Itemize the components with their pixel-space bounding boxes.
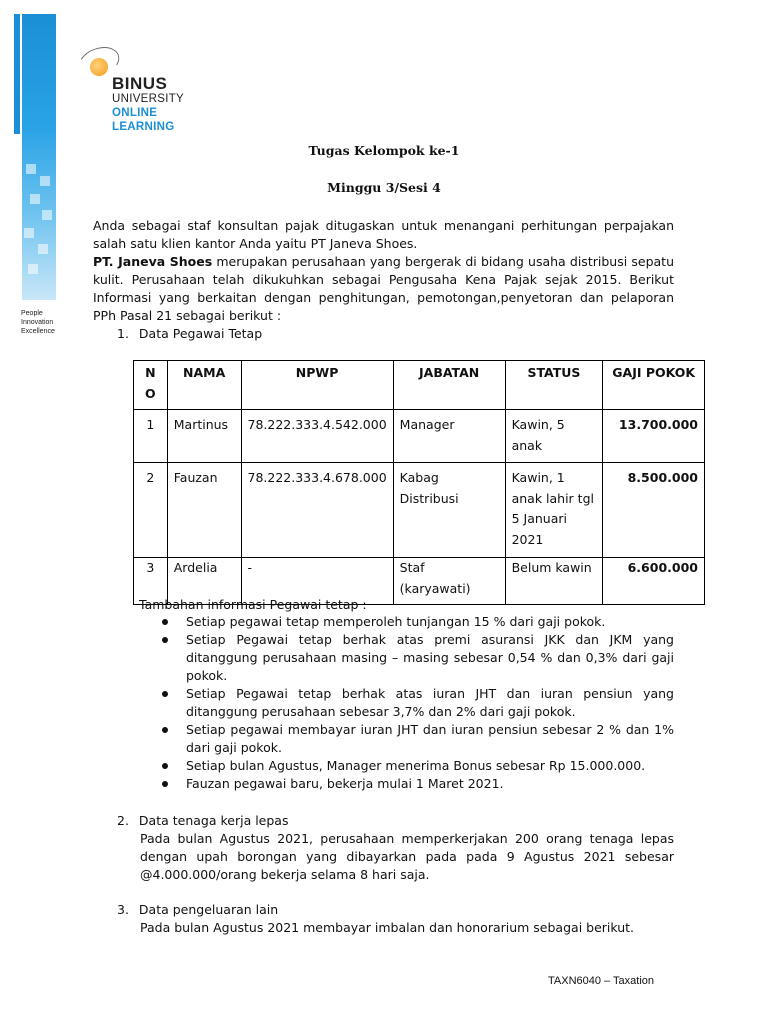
tagline-line: People <box>21 310 43 317</box>
section-3-text: Pada bulan Agustus 2021 membayar imbalan dan honorarium sebagai berikut. <box>140 920 635 935</box>
pixel-square <box>26 164 36 174</box>
list-item <box>162 631 674 685</box>
tagline-line: Innovation <box>21 319 54 326</box>
bullet-icon <box>162 619 168 625</box>
logo-text: LEARNING <box>112 121 175 133</box>
col-header-npwp: NPWP <box>241 361 393 410</box>
list-item <box>162 721 674 757</box>
table-header-row <box>134 361 705 410</box>
extra-info-title: Tambahan informasi Pegawai tetap : <box>139 597 367 612</box>
sidebar-stripe <box>14 14 20 134</box>
list-item-text: Setiap pegawai tetap memperoleh tunjangan 15 % dari gaji pokok. <box>186 614 606 629</box>
logo-sphere-icon <box>90 58 108 76</box>
section-title: Data tenaga kerja lepas <box>138 813 289 828</box>
list-item-text: Setiap bulan Agustus, Manager menerima Bonus sebesar Rp 15.000.000. <box>186 758 646 773</box>
cell-gaji: 6.600.000 <box>603 558 705 605</box>
cell-status: Belum kawin <box>505 558 603 605</box>
list-item <box>162 757 674 775</box>
document-subtitle: Minggu 3/Sesi 4 <box>327 180 441 195</box>
cell-status: Kawin, 1 anak lahir tgl 5 Januari 2021 <box>505 463 603 558</box>
col-header-nama: NAMA <box>167 361 241 410</box>
cell-gaji: 8.500.000 <box>603 463 705 558</box>
logo-text: ONLINE <box>112 107 158 119</box>
cell-nama: Ardelia <box>167 558 241 605</box>
cell-no: 3 <box>134 558 168 605</box>
section-2-text: Pada bulan Agustus 2021, perusahaan memperkerjakan 200 orang tenaga lepas dengan upah borongan yang dibayarkan pada pada 9 Agustus 2021 sebesar @4.000.000/orang bekerja selama 8 hari saja. <box>140 831 674 882</box>
list-item <box>162 613 674 631</box>
cell-jabatan: Kabag Distribusi <box>393 463 505 558</box>
col-header-gaji: GAJI POKOK <box>603 361 705 410</box>
bullet-icon <box>162 637 168 643</box>
pixel-square <box>28 264 38 274</box>
pixel-square <box>42 210 52 220</box>
list-item <box>162 685 674 721</box>
document-title: Tugas Kelompok ke-1 <box>308 143 460 158</box>
section-title: Data pengeluaran lain <box>138 902 279 917</box>
section-number: 3. <box>117 902 129 917</box>
cell-npwp: 78.222.333.4.678.000 <box>241 463 393 558</box>
section-number: 2. <box>117 813 129 828</box>
company-name: PT. Janeva Shoes <box>93 254 213 269</box>
cell-status: Kawin, 5 anak <box>505 410 603 463</box>
tagline-line: Excellence <box>21 328 55 335</box>
list-item-text: Setiap pegawai membayar iuran JHT dan iuran pensiun sebesar 2 % dan 1% dari gaji pokok. <box>186 722 674 755</box>
table-row <box>134 463 705 558</box>
list-item-text: Fauzan pegawai baru, bekerja mulai 1 Maret 2021. <box>186 776 504 791</box>
cell-nama: Martinus <box>167 410 241 463</box>
cell-nama: Fauzan <box>167 463 241 558</box>
bullet-icon <box>162 691 168 697</box>
employee-table <box>133 360 705 605</box>
company-description: merupakan perusahaan yang bergerak di bidang usaha distribusi sepatu kulit. Perusahaan telah dikukuhkan sebagai Pengusaha Kena Pajak sejak 2015. Berikut Informasi yang berkaitan dengan penghitungan, pemotongan,penyetoran dan pelaporan PPh Pasal 21 sebagai berikut : <box>93 254 674 323</box>
pixel-square <box>24 228 34 238</box>
section-2-heading <box>117 812 517 830</box>
company-paragraph <box>93 253 674 325</box>
binus-logo <box>78 38 198 138</box>
bullet-icon <box>162 781 168 787</box>
pixel-square <box>30 194 40 204</box>
section-title: Data Pegawai Tetap <box>138 326 263 341</box>
extra-info-list <box>162 613 674 793</box>
section-3-heading <box>117 901 517 919</box>
list-item-text: Setiap Pegawai tetap berhak atas premi asuransi JKK dan JKM yang ditanggung perusahaan masing – masing sebesar 0,54 % dan 0,3% dari gaji pokok. <box>186 632 674 683</box>
intro-paragraph: Anda sebagai staf konsultan pajak ditugaskan untuk menangani perhitungan perpajakan salah satu klien kantor Anda yaitu PT Janeva Shoes. <box>93 218 674 251</box>
list-item-text: Setiap Pegawai tetap berhak atas iuran JHT dan iuran pensiun yang ditanggung perusahaan sebesar 3,7% dan 2% dari gaji pokok. <box>186 686 674 719</box>
bullet-icon <box>162 727 168 733</box>
logo-text: UNIVERSITY <box>112 93 185 105</box>
cell-no: 2 <box>134 463 168 558</box>
logo-text: BINUS <box>112 74 168 93</box>
cell-no: 1 <box>134 410 168 463</box>
section-number: 1. <box>117 326 129 341</box>
bullet-icon <box>162 763 168 769</box>
pixel-square <box>38 244 48 254</box>
table-row <box>134 410 705 463</box>
cell-gaji: 13.700.000 <box>603 410 705 463</box>
col-header-no: N O <box>134 361 168 410</box>
page-footer: TAXN6040 – Taxation <box>548 975 654 987</box>
list-item <box>162 775 674 793</box>
cell-jabatan: Manager <box>393 410 505 463</box>
col-header-status: STATUS <box>505 361 603 410</box>
cell-npwp: 78.222.333.4.542.000 <box>241 410 393 463</box>
tagline <box>21 309 55 336</box>
section-1-heading <box>117 325 517 343</box>
cell-jabatan: Staf (karyawati) <box>393 558 505 605</box>
cell-npwp: - <box>241 558 393 605</box>
col-header-jabatan: JABATAN <box>393 361 505 410</box>
